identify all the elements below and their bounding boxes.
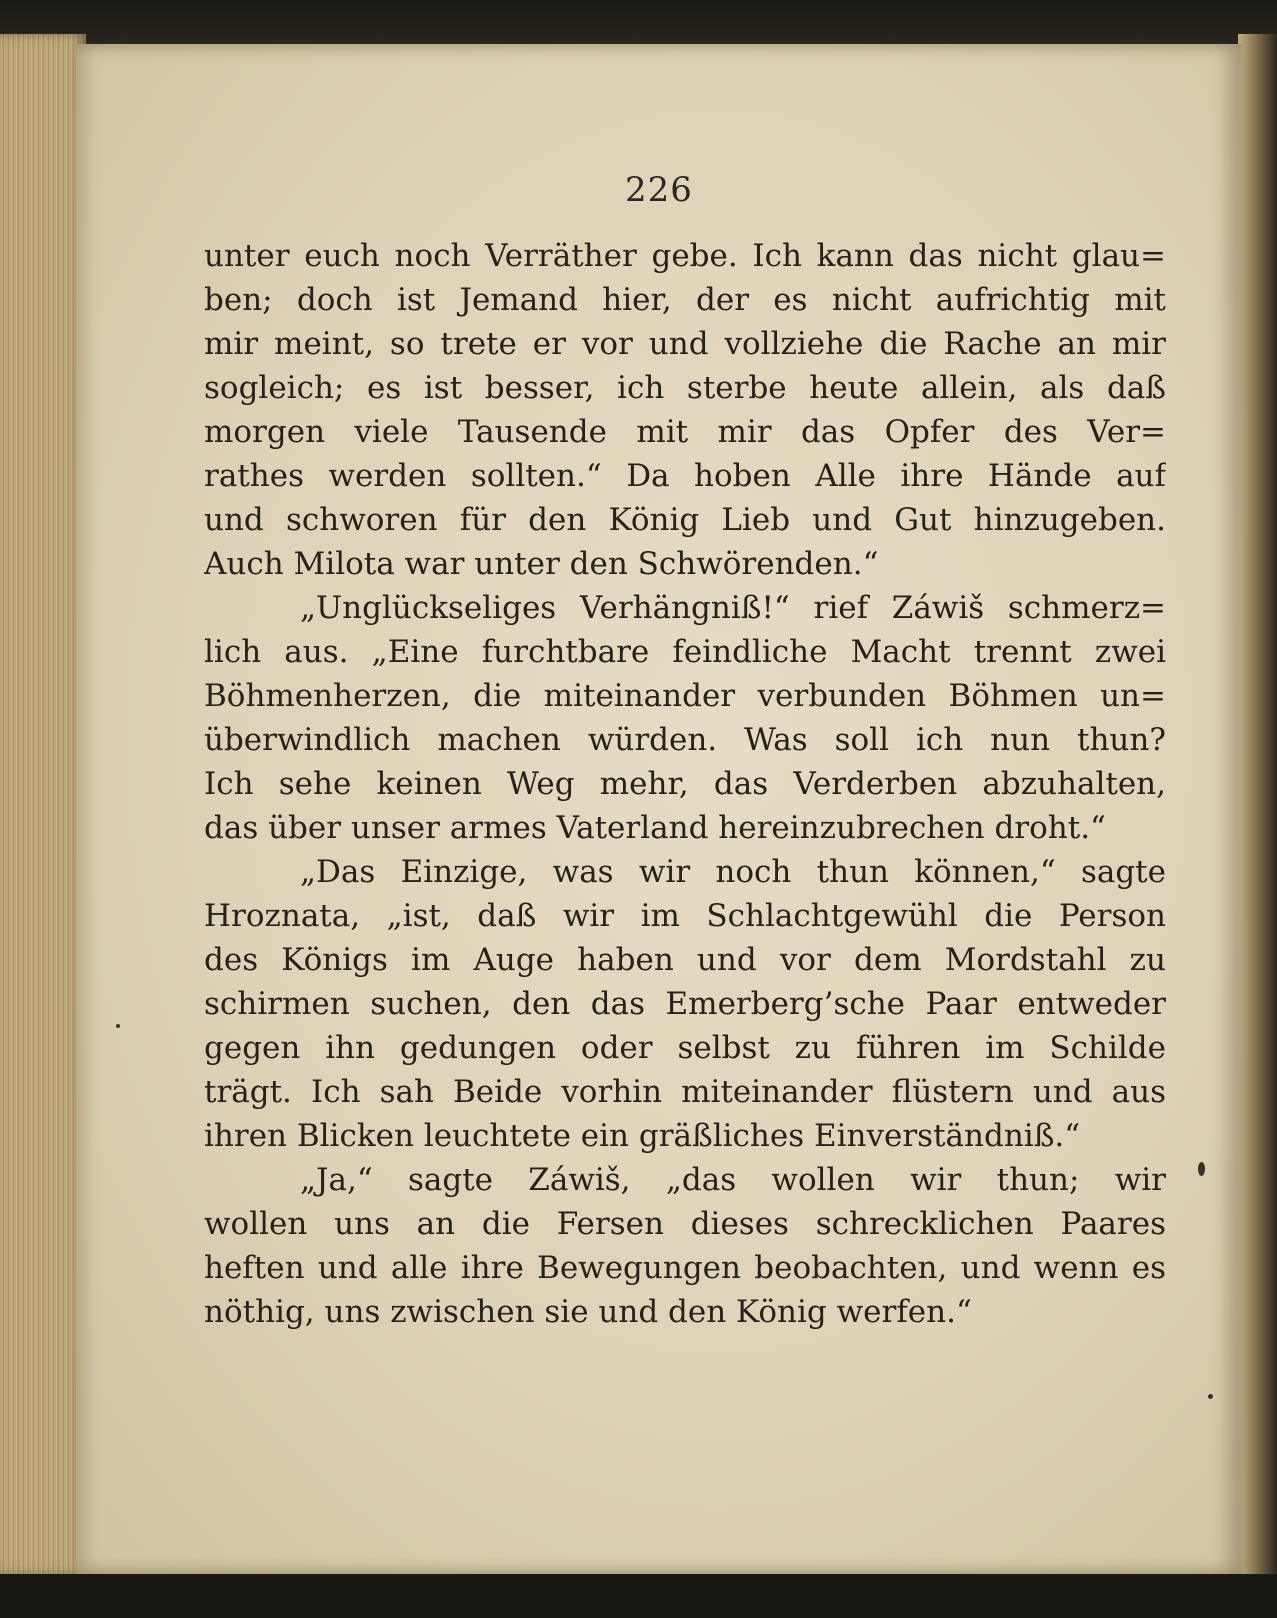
ink-speck xyxy=(116,1024,120,1028)
text-line: „Ja,“ sagte Záwiš, „das wollen wir thun; wir xyxy=(300,1162,1166,1198)
text-line: ihren Blicken leuchtete ein gräßliches Einverständniß.“ xyxy=(204,1118,1081,1154)
text-line: und schworen für den König Lieb und Gut hinzugeben. xyxy=(204,502,1166,538)
text-line: nöthig, uns zwischen sie und den König werfen.“ xyxy=(204,1294,972,1330)
text-line: rathes werden sollten.“ Da hoben Alle ihre Hände auf xyxy=(204,458,1166,494)
text-line: ben; doch ist Jemand hier, der es nicht aufrichtig mit xyxy=(204,282,1166,318)
text-line: morgen viele Tausende mit mir das Opfer des Ver= xyxy=(204,414,1166,450)
text-line: trägt. Ich sah Beide vorhin miteinander flüstern und aus xyxy=(204,1074,1166,1110)
text-line: unter euch noch Verräther gebe. Ich kann das nicht glau= xyxy=(204,238,1166,274)
text-line: lich aus. „Eine furchtbare feindliche Macht trennt zwei xyxy=(204,634,1166,670)
text-line: Böhmenherzen, die miteinander verbunden Böhmen un= xyxy=(204,678,1166,714)
page-edges-left xyxy=(0,34,86,1574)
text-line: heften und alle ihre Bewegungen beobachten, und wenn es xyxy=(204,1250,1166,1286)
page-number: 226 xyxy=(625,170,693,210)
gutter-right xyxy=(1238,34,1277,1574)
ink-speck xyxy=(1208,1394,1213,1399)
text-line: des Königs im Auge haben und vor dem Mordstahl zu xyxy=(204,942,1166,978)
text-line: gegen ihn gedungen oder selbst zu führen im Schilde xyxy=(204,1030,1166,1066)
text-line: schirmen suchen, den das Emerberg’sche Paar entweder xyxy=(204,986,1166,1022)
text-line: sogleich; es ist besser, ich sterbe heute allein, als daß xyxy=(204,370,1166,406)
book-page xyxy=(76,44,1242,1574)
text-line: Ich sehe keinen Weg mehr, das Verderben abzuhalten, xyxy=(204,766,1166,802)
text-line: „Das Einzige, was wir noch thun können,“ sagte xyxy=(300,854,1166,890)
text-line: wollen uns an die Fersen dieses schrecklichen Paares xyxy=(204,1206,1166,1242)
ink-speck xyxy=(1198,1162,1205,1176)
text-line: überwindlich machen würden. Was soll ich nun thun? xyxy=(204,722,1166,758)
book-cover-top xyxy=(0,0,1277,44)
text-line: Hroznata, „ist, daß wir im Schlachtgewühl die Person xyxy=(204,898,1166,934)
text-line: das über unser armes Vaterland hereinzubrechen droht.“ xyxy=(204,810,1106,846)
text-line: mir meint, so trete er vor und vollziehe die Rache an mir xyxy=(204,326,1166,362)
book-cover-bottom xyxy=(0,1574,1277,1618)
body-text xyxy=(204,234,1166,1334)
text-line: „Unglückseliges Verhängniß!“ rief Záwiš schmerz= xyxy=(300,590,1166,626)
text-line: Auch Milota war unter den Schwörenden.“ xyxy=(204,546,879,582)
